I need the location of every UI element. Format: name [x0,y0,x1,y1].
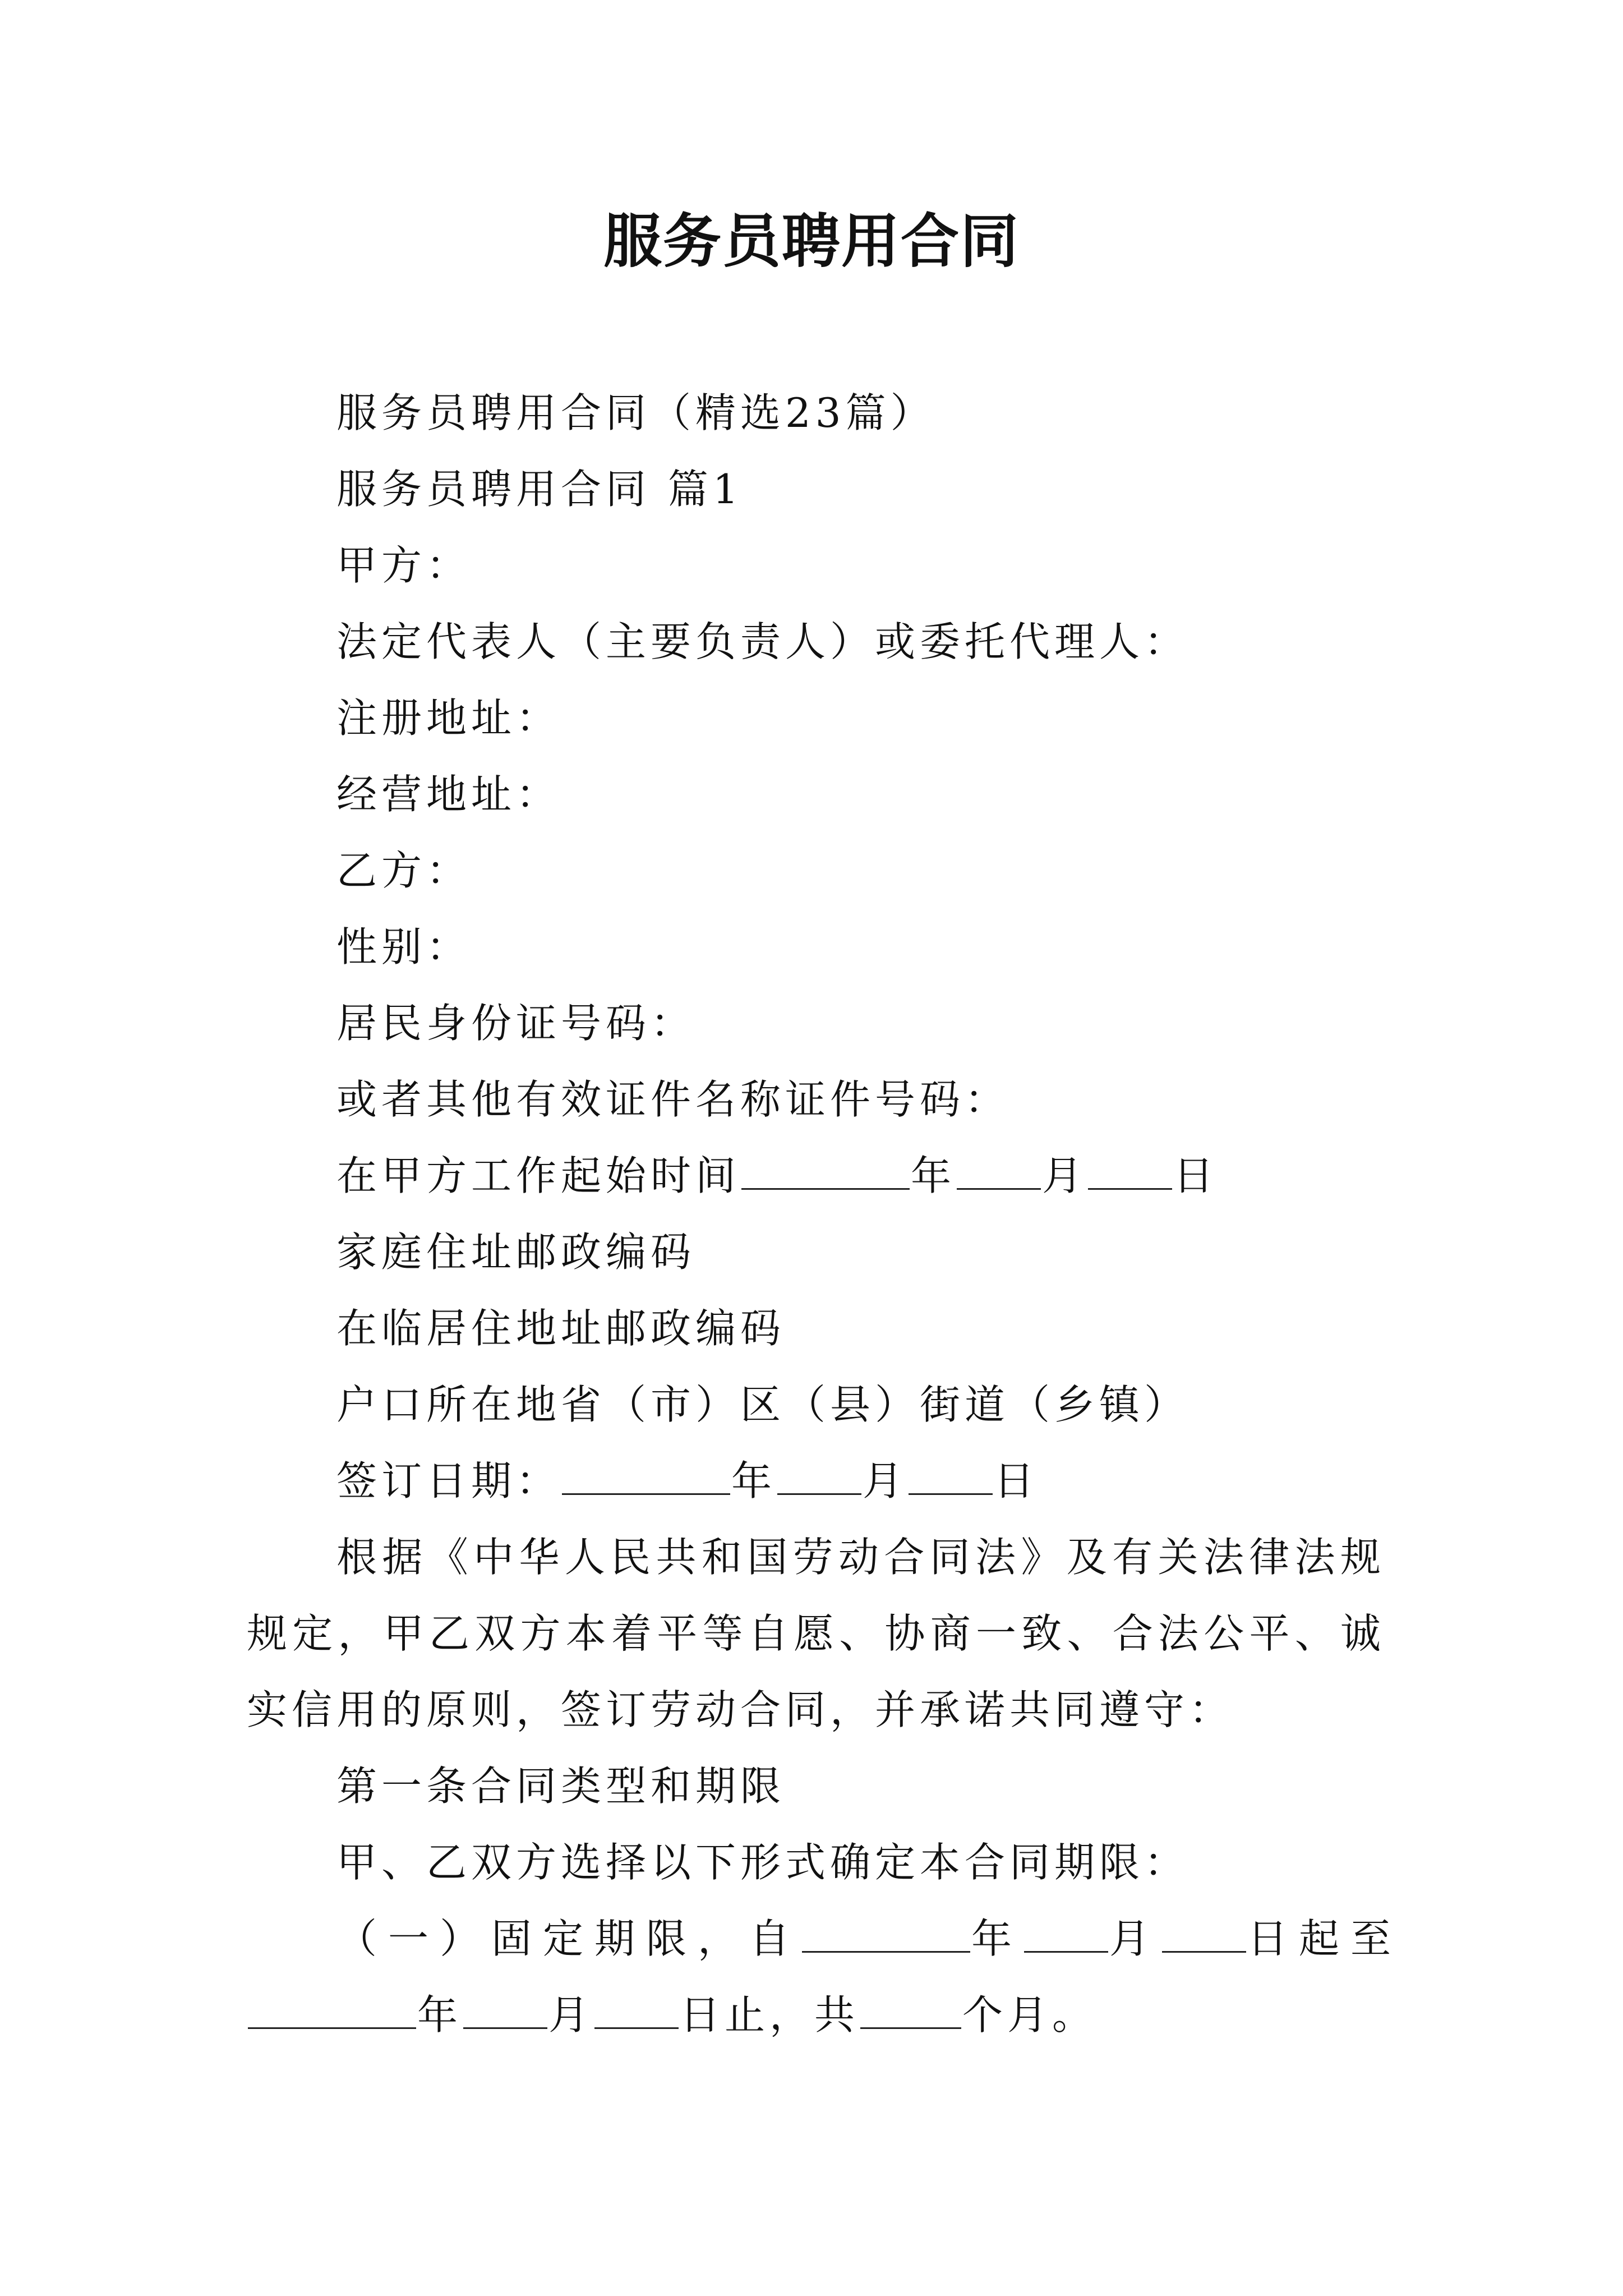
start-month-label: 月 [1042,1152,1087,1199]
sign-day-blank[interactable] [909,1460,993,1495]
line-home-postcode: 家庭住址邮政编码 [336,1228,696,1276]
sign-day-label: 日 [994,1457,1039,1504]
line-registered-address: 注册地址： [336,694,561,742]
term-start-day-blank[interactable] [1162,1917,1246,1953]
line-legal-representative: 法定代表人（主要负责人）或委托代理人： [336,618,1189,665]
term-start-year-blank[interactable] [802,1917,970,1953]
start-day-label: 日 [1173,1152,1219,1199]
term-start-year-label: 年 [971,1915,1023,1962]
basis-paragraph: 根据《中华人民共和国劳动合同法》及有关法律法规规定，甲乙双方本着平等自愿、协商一致、合法公平、诚实信用的原则，签订劳动合同，并承诺共同遵守： [247,1534,1385,1733]
line-gender: 性别： [336,923,472,970]
start-time-label: 在甲方工作起始时间 [336,1152,741,1199]
term-end-day-blank[interactable] [594,1994,679,2029]
line-sign-date [247,1443,1385,1519]
sign-year-blank[interactable] [562,1460,730,1495]
document-title: 服务员聘用合同 [603,207,1020,275]
start-month-blank[interactable] [957,1154,1041,1190]
line-section-heading: 服务员聘用合同 篇1 [336,466,743,513]
sign-month-label: 月 [863,1457,908,1504]
sign-month-blank[interactable] [777,1460,861,1495]
term-end-month-label: 月 [548,1991,594,2039]
term-start-month-label: 月 [1109,1915,1161,1962]
line-other-id: 或者其他有效证件名称证件号码： [336,1076,1010,1123]
term-end-year-label: 年 [417,1991,463,2039]
line-subtitle: 服务员聘用合同（精选23篇） [336,389,935,436]
fixed-term-line [247,1901,1403,1977]
article1-heading: 第一条合同类型和期限 [336,1763,786,1810]
fixed-term-prefix: （一）固定期限，自 [336,1915,801,1962]
start-day-blank[interactable] [1088,1154,1172,1190]
line-id-number: 居民身份证号码： [336,1000,696,1047]
term-end-year-blank[interactable] [248,1994,416,2029]
document-body [247,375,1403,2053]
article1-intro: 甲、乙双方选择以下形式确定本合同期限： [336,1839,1189,1886]
term-months-blank[interactable] [860,1994,961,2029]
start-year-label: 年 [911,1152,956,1199]
line-temp-postcode: 在临居住地址邮政编码 [336,1305,786,1352]
term-months-label: 个月。 [962,1991,1098,2039]
line-household-registration: 户口所在地省（市）区（县）街道（乡镇） [336,1381,1189,1428]
fixed-term-line-2 [247,1977,1385,2053]
term-end-day-label: 日止，共 [680,1991,860,2039]
line-start-time [247,1138,1385,1214]
sign-date-label: 签订日期： [336,1457,561,1504]
sign-year-label: 年 [731,1457,777,1504]
term-end-month-blank[interactable] [463,1994,547,2029]
line-business-address: 经营地址： [336,771,561,818]
term-start-month-blank[interactable] [1024,1917,1108,1953]
start-year-blank[interactable] [741,1154,910,1190]
line-party-a: 甲方： [336,542,472,589]
line-party-b: 乙方： [336,847,472,894]
term-start-day-label: 日起至 [1247,1915,1403,1962]
